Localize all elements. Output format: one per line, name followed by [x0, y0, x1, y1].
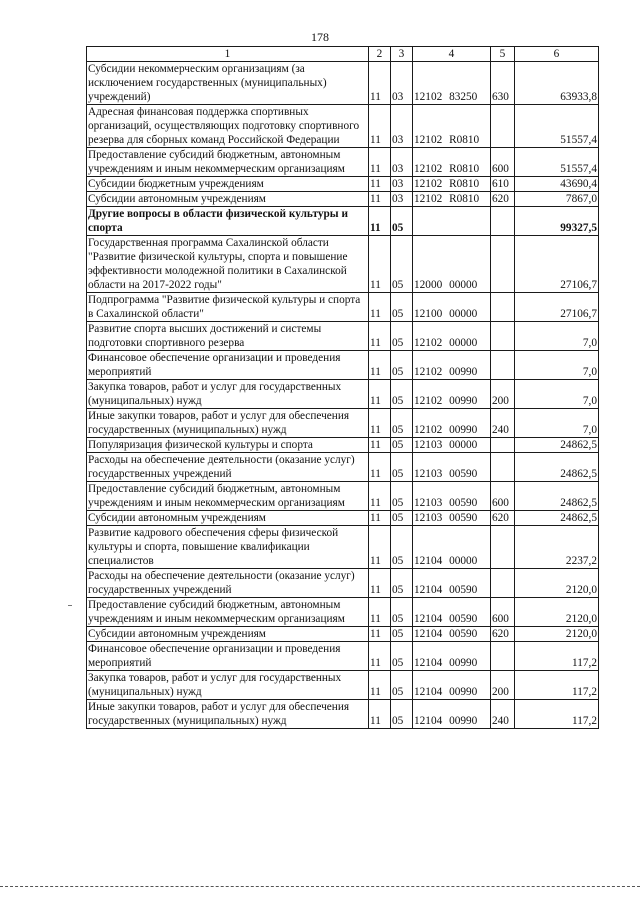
row-target-code: 12102 R0810	[413, 177, 491, 192]
row-name: Предоставление субсидий бюджетным, автономным учреждениям и иным некоммерческим организациям	[87, 598, 369, 627]
row-expense-type: 240	[491, 409, 515, 438]
row-name: Закупка товаров, работ и услуг для государственных (муниципальных) нужд	[87, 671, 369, 700]
row-section: 11	[369, 192, 391, 207]
row-subsection: 05	[391, 236, 413, 293]
row-name: Предоставление субсидий бюджетным, автономным учреждениям и иным некоммерческим организациям	[87, 148, 369, 177]
row-subsection: 05	[391, 293, 413, 322]
budget-table	[86, 46, 599, 729]
row-expense-type: 620	[491, 192, 515, 207]
row-amount: 63933,8	[515, 62, 599, 105]
table-row	[87, 409, 599, 438]
row-amount: 24862,5	[515, 482, 599, 511]
table-row	[87, 207, 599, 236]
row-subsection: 03	[391, 192, 413, 207]
row-target-code: 12102 R0810	[413, 148, 491, 177]
row-name: Развитие кадрового обеспечения сферы физической культуры и спорта, повышение квалификации специалистов	[87, 526, 369, 569]
row-subsection: 03	[391, 148, 413, 177]
row-name: Расходы на обеспечение деятельности (оказание услуг) государственных учреждений	[87, 453, 369, 482]
row-section: 11	[369, 671, 391, 700]
row-amount: 117,2	[515, 700, 599, 729]
table-body	[87, 62, 599, 729]
row-target-code: 12104 00990	[413, 700, 491, 729]
row-target-code: 12103 00000	[413, 438, 491, 453]
row-name: Предоставление субсидий бюджетным, автономным учреждениям и иным некоммерческим организациям	[87, 482, 369, 511]
row-name: Подпрограмма "Развитие физической культуры и спорта в Сахалинской области"	[87, 293, 369, 322]
header-col-3: 3	[391, 47, 413, 62]
row-subsection: 05	[391, 627, 413, 642]
row-amount: 7867,0	[515, 192, 599, 207]
row-amount: 7,0	[515, 409, 599, 438]
row-subsection: 05	[391, 700, 413, 729]
row-target-code: 12104 00990	[413, 642, 491, 671]
table-row	[87, 569, 599, 598]
table-row	[87, 192, 599, 207]
row-subsection: 03	[391, 62, 413, 105]
row-name: Популяризация физической культуры и спорта	[87, 438, 369, 453]
row-expense-type: 620	[491, 627, 515, 642]
row-target-code: 12102 00990	[413, 351, 491, 380]
row-target-code: 12102 83250	[413, 62, 491, 105]
table-row	[87, 177, 599, 192]
row-expense-type	[491, 322, 515, 351]
row-target-code: 12102 00990	[413, 380, 491, 409]
row-amount: 2237,2	[515, 526, 599, 569]
table-row	[87, 293, 599, 322]
row-section: 11	[369, 409, 391, 438]
row-amount: 7,0	[515, 351, 599, 380]
table-row	[87, 148, 599, 177]
row-expense-type: 600	[491, 482, 515, 511]
row-expense-type	[491, 453, 515, 482]
table-row	[87, 453, 599, 482]
row-section: 11	[369, 598, 391, 627]
row-subsection: 03	[391, 177, 413, 192]
row-expense-type: 200	[491, 671, 515, 700]
row-subsection: 05	[391, 671, 413, 700]
row-expense-type	[491, 642, 515, 671]
row-target-code: 12102 R0810	[413, 192, 491, 207]
row-subsection: 05	[391, 351, 413, 380]
row-name: Другие вопросы в области физической культуры и спорта	[87, 207, 369, 236]
row-name: Иные закупки товаров, работ и услуг для обеспечения государственных (муниципальных) нужд	[87, 409, 369, 438]
row-target-code: 12102 00000	[413, 322, 491, 351]
row-target-code: 12104 00990	[413, 671, 491, 700]
row-expense-type	[491, 236, 515, 293]
row-name: Адресная финансовая поддержка спортивных организаций, осуществляющих подготовку спортивного резерва для сборных команд Российской Федерации	[87, 105, 369, 148]
table-row	[87, 380, 599, 409]
row-target-code: 12102 00990	[413, 409, 491, 438]
row-amount: 27106,7	[515, 236, 599, 293]
table-row	[87, 700, 599, 729]
row-name: Финансовое обеспечение организации и проведения мероприятий	[87, 351, 369, 380]
row-section: 11	[369, 642, 391, 671]
row-section: 11	[369, 62, 391, 105]
row-name: Иные закупки товаров, работ и услуг для обеспечения государственных (муниципальных) нужд	[87, 700, 369, 729]
row-section: 11	[369, 207, 391, 236]
row-target-code: 12104 00590	[413, 598, 491, 627]
row-amount: 117,2	[515, 642, 599, 671]
header-col-4: 4	[413, 47, 491, 62]
row-expense-type: 200	[491, 380, 515, 409]
row-expense-type: 610	[491, 177, 515, 192]
table-row	[87, 322, 599, 351]
row-section: 11	[369, 438, 391, 453]
row-subsection: 03	[391, 105, 413, 148]
row-amount: 7,0	[515, 322, 599, 351]
row-target-code	[413, 207, 491, 236]
row-expense-type: 620	[491, 511, 515, 526]
table-row	[87, 438, 599, 453]
row-subsection: 05	[391, 438, 413, 453]
row-amount: 2120,0	[515, 627, 599, 642]
row-name: Финансовое обеспечение организации и проведения мероприятий	[87, 642, 369, 671]
row-amount: 27106,7	[515, 293, 599, 322]
row-section: 11	[369, 569, 391, 598]
row-subsection: 05	[391, 598, 413, 627]
row-amount: 43690,4	[515, 177, 599, 192]
row-section: 11	[369, 322, 391, 351]
margin-mark	[68, 605, 72, 606]
row-name: Расходы на обеспечение деятельности (оказание услуг) государственных учреждений	[87, 569, 369, 598]
table-row	[87, 598, 599, 627]
row-subsection: 05	[391, 482, 413, 511]
row-subsection: 05	[391, 207, 413, 236]
row-expense-type: 630	[491, 62, 515, 105]
row-name: Субсидии автономным учреждениям	[87, 192, 369, 207]
row-subsection: 05	[391, 526, 413, 569]
row-section: 11	[369, 293, 391, 322]
row-expense-type: 600	[491, 148, 515, 177]
row-subsection: 05	[391, 322, 413, 351]
row-target-code: 12104 00000	[413, 526, 491, 569]
row-amount: 2120,0	[515, 569, 599, 598]
header-col-5: 5	[491, 47, 515, 62]
row-expense-type	[491, 569, 515, 598]
table-row	[87, 236, 599, 293]
row-amount: 24862,5	[515, 453, 599, 482]
row-amount: 2120,0	[515, 598, 599, 627]
row-expense-type	[491, 207, 515, 236]
row-name: Закупка товаров, работ и услуг для государственных (муниципальных) нужд	[87, 380, 369, 409]
row-amount: 51557,4	[515, 148, 599, 177]
row-expense-type	[491, 293, 515, 322]
row-subsection: 05	[391, 511, 413, 526]
row-amount: 51557,4	[515, 105, 599, 148]
row-name: Субсидии автономным учреждениям	[87, 511, 369, 526]
row-subsection: 05	[391, 453, 413, 482]
row-target-code: 12104 00590	[413, 627, 491, 642]
header-col-6: 6	[515, 47, 599, 62]
row-section: 11	[369, 482, 391, 511]
table-row	[87, 511, 599, 526]
table-header-row	[87, 47, 599, 62]
row-expense-type: 600	[491, 598, 515, 627]
row-expense-type: 240	[491, 700, 515, 729]
row-name: Субсидии некоммерческим организациям (за исключением государственных (муниципальных) учреждений)	[87, 62, 369, 105]
table-row	[87, 642, 599, 671]
table-row	[87, 671, 599, 700]
footer-line	[0, 886, 640, 888]
row-amount: 99327,5	[515, 207, 599, 236]
table-row	[87, 526, 599, 569]
table-row	[87, 351, 599, 380]
row-expense-type	[491, 438, 515, 453]
table-row	[87, 482, 599, 511]
row-target-code: 12103 00590	[413, 511, 491, 526]
row-target-code: 12000 00000	[413, 236, 491, 293]
row-section: 11	[369, 105, 391, 148]
row-target-code: 12102 R0810	[413, 105, 491, 148]
row-name: Субсидии бюджетным учреждениям	[87, 177, 369, 192]
header-col-2: 2	[369, 47, 391, 62]
row-subsection: 05	[391, 642, 413, 671]
row-expense-type	[491, 526, 515, 569]
row-section: 11	[369, 511, 391, 526]
row-section: 11	[369, 453, 391, 482]
row-amount: 24862,5	[515, 438, 599, 453]
row-section: 11	[369, 148, 391, 177]
row-section: 11	[369, 380, 391, 409]
table-row	[87, 627, 599, 642]
row-name: Субсидии автономным учреждениям	[87, 627, 369, 642]
row-target-code: 12104 00590	[413, 569, 491, 598]
row-subsection: 05	[391, 380, 413, 409]
page-number: 178	[311, 30, 329, 44]
row-amount: 24862,5	[515, 511, 599, 526]
row-amount: 117,2	[515, 671, 599, 700]
row-section: 11	[369, 627, 391, 642]
row-expense-type	[491, 105, 515, 148]
row-section: 11	[369, 177, 391, 192]
row-name: Государственная программа Сахалинской области "Развитие физической культуры, спорта и повышение эффективности молодежной политики в Сахалинской области на 2017-2022 годы"	[87, 236, 369, 293]
row-section: 11	[369, 236, 391, 293]
row-name: Развитие спорта высших достижений и системы подготовки спортивного резерва	[87, 322, 369, 351]
row-section: 11	[369, 700, 391, 729]
row-section: 11	[369, 526, 391, 569]
table-row	[87, 105, 599, 148]
row-expense-type	[491, 351, 515, 380]
row-subsection: 05	[391, 569, 413, 598]
row-amount: 7,0	[515, 380, 599, 409]
row-target-code: 12100 00000	[413, 293, 491, 322]
row-target-code: 12103 00590	[413, 482, 491, 511]
header-col-1: 1	[87, 47, 369, 62]
row-section: 11	[369, 351, 391, 380]
row-subsection: 05	[391, 409, 413, 438]
table-row	[87, 62, 599, 105]
row-target-code: 12103 00590	[413, 453, 491, 482]
